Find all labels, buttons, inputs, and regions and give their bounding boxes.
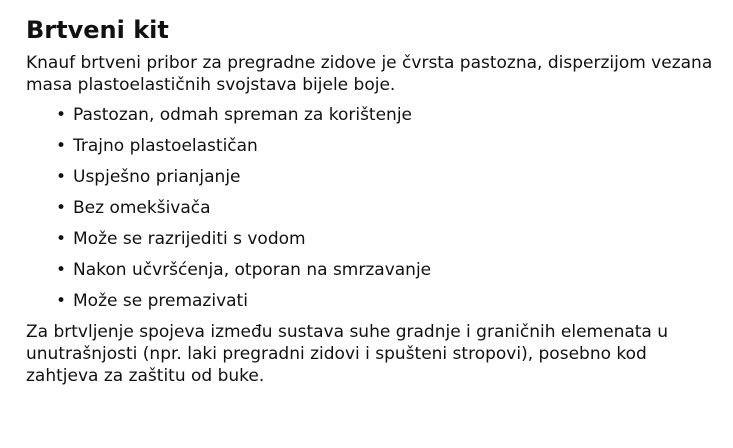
list-item <box>26 286 716 317</box>
bullet-icon: • <box>56 167 67 187</box>
feature-list <box>26 100 716 317</box>
list-item-text: Bez omekšivača <box>73 198 211 218</box>
list-item <box>26 131 716 162</box>
page-title: Brtveni kit <box>26 16 169 44</box>
list-item-text: Može se razrijediti s vodom <box>73 229 306 249</box>
list-item-text: Trajno plastoelastičan <box>73 136 258 156</box>
intro-paragraph: Knauf brtveni pribor za pregradne zidove je čvrsta pastozna, disperzijom vezana masa plastoelastičnih svojstava bijele boje. <box>26 53 713 95</box>
list-item <box>26 224 716 255</box>
outro-paragraph: Za brtvljenje spojeva između sustava suhe gradnje i graničnih elemenata u unutrašnjosti (npr. laki pregradni zidovi i spušteni stropovi), posebno kod zahtjeva za zaštitu od buke. <box>26 322 669 386</box>
bullet-icon: • <box>56 291 67 311</box>
list-item-text: Nakon učvršćenja, otporan na smrzavanje <box>73 260 432 280</box>
list-item-text: Može se premazivati <box>73 291 248 311</box>
list-item-text: Uspješno prianjanje <box>73 167 241 187</box>
list-item-text: Pastozan, odmah spreman za korištenje <box>73 105 413 125</box>
bullet-icon: • <box>56 198 67 218</box>
document-body <box>26 14 716 387</box>
list-item <box>26 100 716 131</box>
list-item <box>26 162 716 193</box>
bullet-icon: • <box>56 229 67 249</box>
bullet-icon: • <box>56 260 67 280</box>
list-item <box>26 193 716 224</box>
list-item <box>26 255 716 286</box>
bullet-icon: • <box>56 105 67 125</box>
bullet-icon: • <box>56 136 67 156</box>
